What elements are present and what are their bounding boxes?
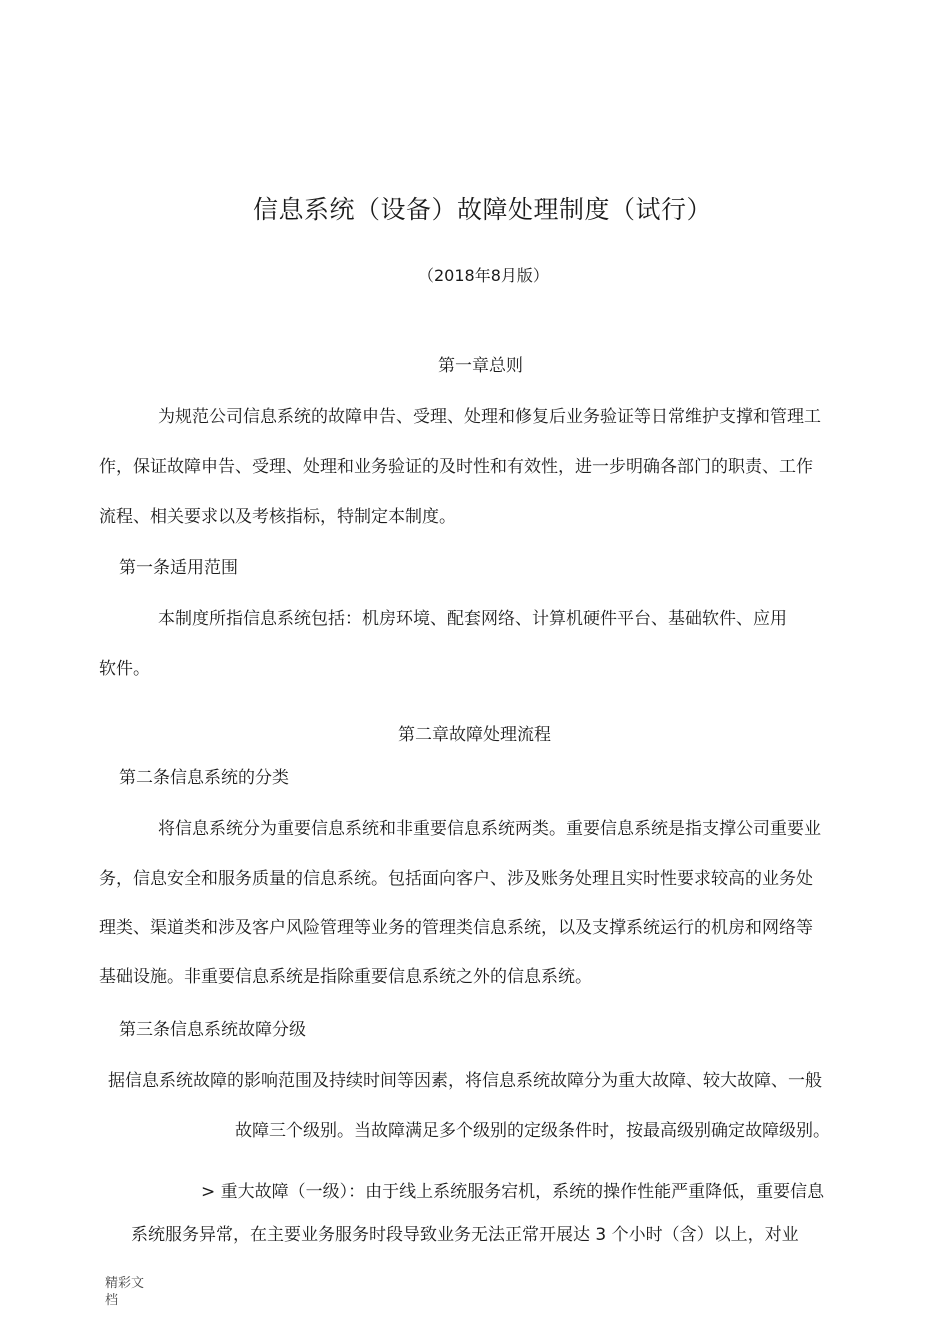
- article-1-heading: 第一条适用范围: [119, 558, 238, 578]
- article-2-heading: 第二条信息系统的分类: [119, 768, 289, 788]
- bullet-line: > 重大故障（一级）：由于线上系统服务宕机，系统的操作性能严重降低，重要信息: [201, 1182, 825, 1202]
- chapter-2-heading: 第二章故障处理流程: [398, 725, 551, 745]
- article-3-heading: 第三条信息系统故障分级: [119, 1020, 306, 1040]
- footer-text: 档: [105, 1293, 119, 1308]
- paragraph-line: 为规范公司信息系统的故障申告、受理、处理和修复后业务验证等日常维护支撑和管理工: [158, 407, 821, 427]
- chapter-1-heading: 第一章总则: [438, 356, 523, 376]
- paragraph-line: 软件。: [99, 659, 150, 679]
- paragraph-line: 本制度所指信息系统包括：机房环境、配套网络、计算机硬件平台、基础软件、应用: [158, 609, 787, 629]
- paragraph-line: 据信息系统故障的影响范围及持续时间等因素，将信息系统故障分为重大故障、较大故障、一般: [108, 1071, 822, 1091]
- paragraph-line: 务，信息安全和服务质量的信息系统。包括面向客户、涉及账务处理且实时性要求较高的业务处: [99, 869, 813, 889]
- paragraph-line: 基础设施。非重要信息系统是指除重要信息系统之外的信息系统。: [99, 967, 592, 987]
- paragraph-line: 流程、相关要求以及考核指标，特制定本制度。: [99, 507, 456, 527]
- bullet-line: 系统服务异常，在主要业务服务时段导致业务无法正常开展达 3 个小时（含）以上，对业: [131, 1225, 799, 1245]
- footer-text: 精彩文: [105, 1276, 145, 1291]
- document-title: 信息系统（设备）故障处理制度（试行）: [253, 195, 713, 224]
- paragraph-line: 作，保证故障申告、受理、处理和业务验证的及时性和有效性，进一步明确各部门的职责、工作: [99, 457, 813, 477]
- paragraph-line: 故障三个级别。当故障满足多个级别的定级条件时，按最高级别确定故障级别。: [235, 1121, 830, 1141]
- paragraph-line: 理类、渠道类和涉及客户风险管理等业务的管理类信息系统，以及支撑系统运行的机房和网络等: [99, 918, 813, 938]
- edition-label: （2018年8月版）: [418, 266, 549, 285]
- paragraph-line: 将信息系统分为重要信息系统和非重要信息系统两类。重要信息系统是指支撑公司重要业: [158, 819, 821, 839]
